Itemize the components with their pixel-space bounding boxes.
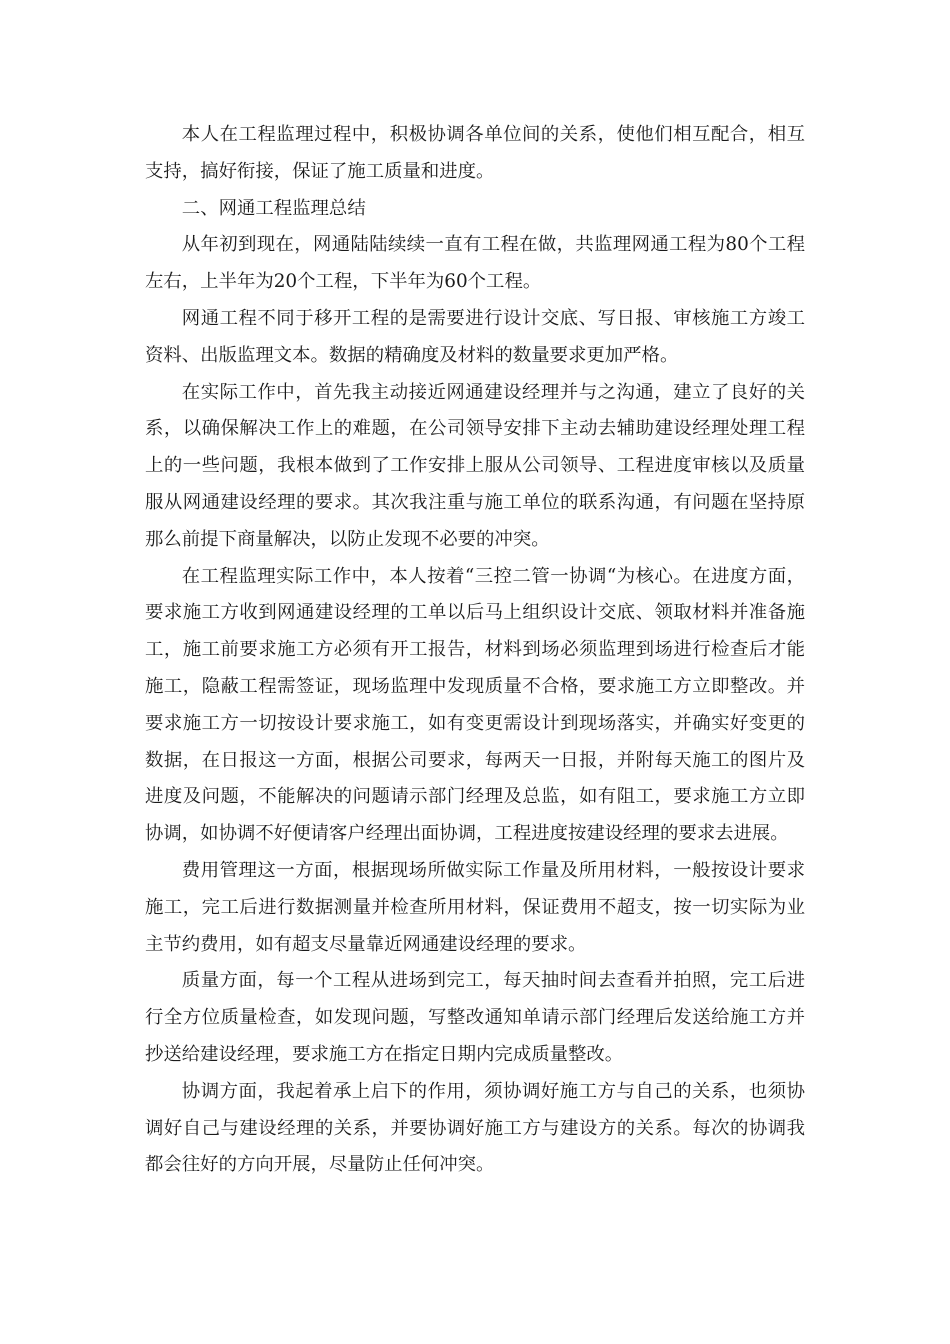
paragraph-project-count: 从年初到现在，网通陆陆续续一直有工程在做，共监理网通工程为80个工程左右，上半年为20个工程，下半年为60个工程。 — [145, 234, 805, 293]
paragraph-coordination-intro: 本人在工程监理过程中，积极协调各单位间的关系，使他们相互配合，相互支持，搞好衔接，保证了施工质量和进度。 — [145, 124, 805, 182]
paragraph-difference: 网通工程不同于移开工程的是需要进行设计交底、写日报、审核施工方竣工资料、出版监理文本。数据的精确度及材料的数量要求更加严格。 — [145, 307, 805, 366]
section-heading: 二、网通工程监理总结 — [181, 197, 366, 219]
paragraph-practical-work: 在实际工作中，首先我主动接近网通建设经理并与之沟通，建立了良好的关系，以确保解决工作上的难题，在公司领导安排下主动去辅助建设经理处理工程上的一些问题，我根本做到了工作安排上服从公司领导、工程进度审核以及质量服从网通建设经理的要求。其次我注重与施工单位的联系沟通，有问题在坚持原那么前提下商量解决，以防止发现不必要的冲突。 — [145, 381, 805, 550]
document-body — [145, 117, 805, 1184]
paragraph-cost-management: 费用管理这一方面，根据现场所做实际工作量及所用材料，一般按设计要求施工，完工后进行数据测量并检查所用材料，保证费用不超支，按一切实际为业主节约费用，如有超支尽量靠近网通建设经理的要求。 — [145, 859, 805, 955]
paragraph-quality: 质量方面，每一个工程从进场到完工，每天抽时间去查看并拍照，完工后进行全方位质量检查，如发现问题，写整改通知单请示部门经理后发送给施工方并抄送给建设经理，要求施工方在指定日期内完成质量整改。 — [145, 970, 805, 1065]
paragraph-coordination: 协调方面，我起着承上启下的作用，须协调好施工方与自己的关系，也须协调好自己与建设经理的关系，并要协调好施工方与建设方的关系。每次的协调我都会往好的方向开展，尽量防止任何冲突。 — [145, 1080, 805, 1176]
paragraph-supervision-core: 在工程监理实际工作中，本人按着“三控二管一协调“为核心。在进度方面，要求施工方收到网通建设经理的工单以后马上组织设计交底、领取材料并准备施工，施工前要求施工方必须有开工报告，材料到场必须监理到场进行检查后才能施工，隐蔽工程需签证，现场监理中发现质量不合格，要求施工方立即整改。并要求施工方一切按设计要求施工，如有变更需设计到现场落实，并确实好变更的数据，在日报这一方面，根据公司要求，每两天一日报，并附每天施工的图片及进度及问题，不能解决的问题请示部门经理及总监，如有阻工，要求施工方立即协调，如协调不好便请客户经理出面协调，工程进度按建设经理的要求去进展。 — [145, 565, 805, 845]
